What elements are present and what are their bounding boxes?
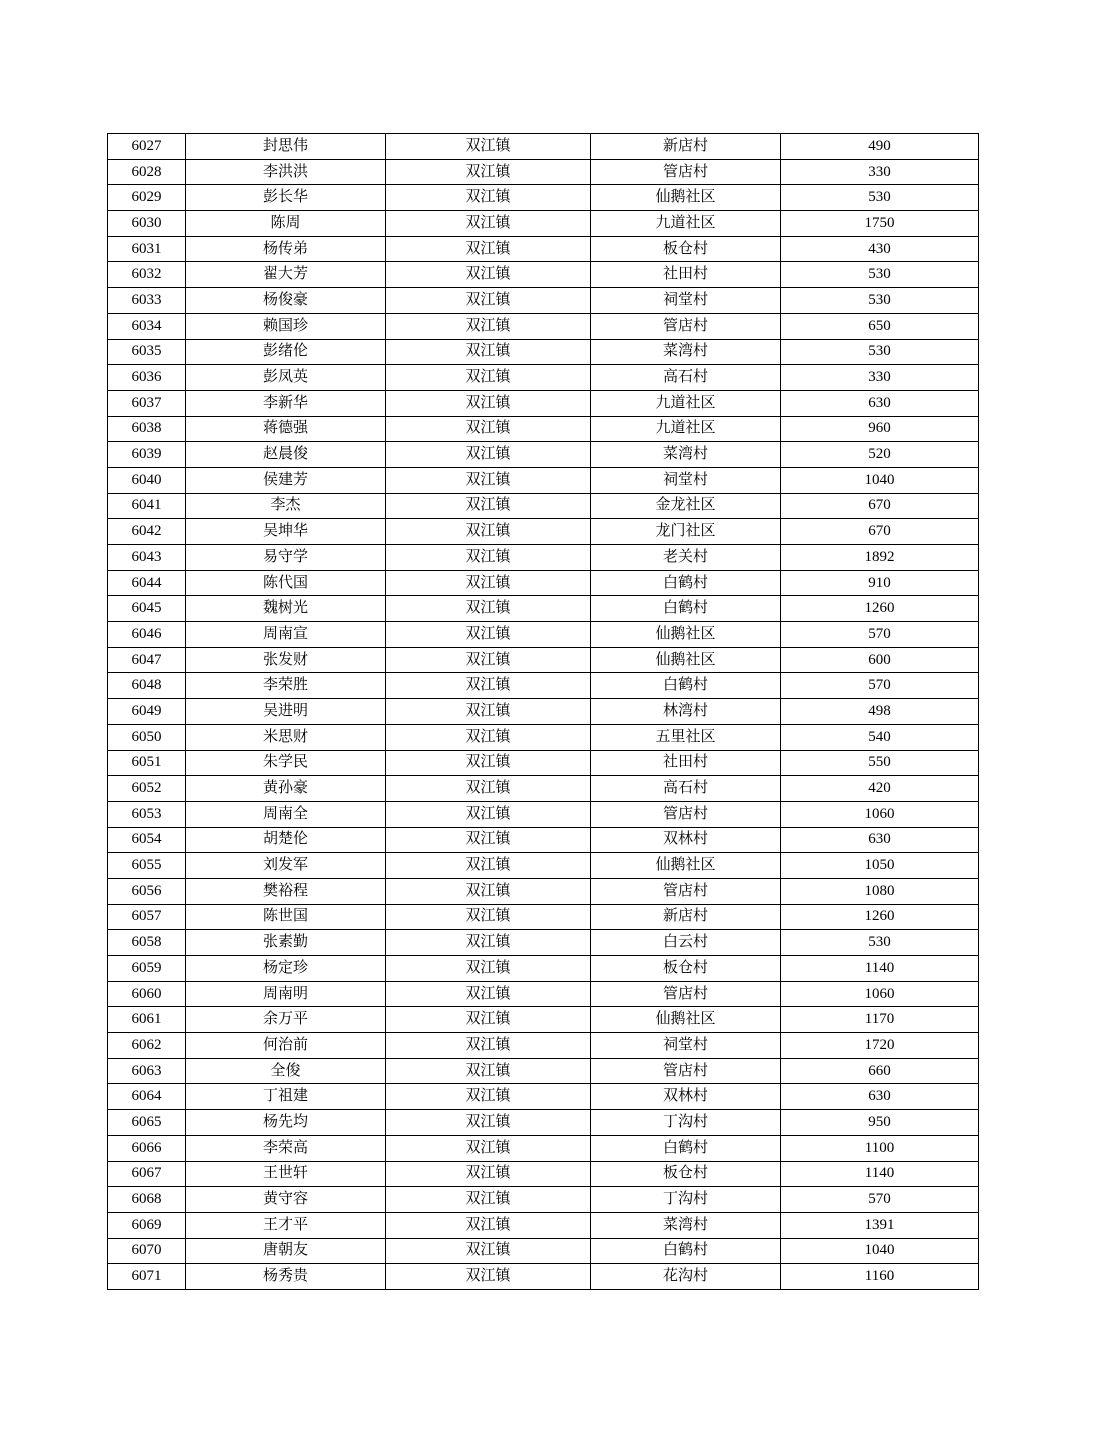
cell-town: 双江镇 xyxy=(386,339,591,365)
cell-town: 双江镇 xyxy=(386,776,591,802)
cell-town: 双江镇 xyxy=(386,519,591,545)
table-row xyxy=(108,288,979,314)
cell-id: 6057 xyxy=(108,904,186,930)
table-row xyxy=(108,1187,979,1213)
cell-town: 双江镇 xyxy=(386,1007,591,1033)
cell-id: 6028 xyxy=(108,159,186,185)
table-row xyxy=(108,467,979,493)
cell-id: 6040 xyxy=(108,467,186,493)
cell-town: 双江镇 xyxy=(386,313,591,339)
cell-name: 陈代国 xyxy=(186,570,386,596)
table-row xyxy=(108,1033,979,1059)
cell-village: 祠堂村 xyxy=(591,467,781,493)
cell-name: 易守学 xyxy=(186,545,386,571)
cell-town: 双江镇 xyxy=(386,442,591,468)
cell-name: 胡楚伦 xyxy=(186,827,386,853)
cell-village: 双林村 xyxy=(591,1084,781,1110)
cell-id: 6061 xyxy=(108,1007,186,1033)
cell-name: 翟大芳 xyxy=(186,262,386,288)
cell-name: 唐朝友 xyxy=(186,1238,386,1264)
cell-id: 6054 xyxy=(108,827,186,853)
cell-town: 双江镇 xyxy=(386,545,591,571)
cell-amount: 570 xyxy=(781,673,979,699)
cell-amount: 1260 xyxy=(781,596,979,622)
cell-amount: 630 xyxy=(781,1084,979,1110)
table-row xyxy=(108,416,979,442)
cell-name: 赖国珍 xyxy=(186,313,386,339)
cell-id: 6067 xyxy=(108,1161,186,1187)
cell-id: 6035 xyxy=(108,339,186,365)
table-row xyxy=(108,1212,979,1238)
cell-town: 双江镇 xyxy=(386,904,591,930)
table-row xyxy=(108,724,979,750)
cell-amount: 1160 xyxy=(781,1264,979,1290)
cell-village: 白云村 xyxy=(591,930,781,956)
cell-name: 朱学民 xyxy=(186,750,386,776)
cell-name: 彭绪伦 xyxy=(186,339,386,365)
cell-village: 五里社区 xyxy=(591,724,781,750)
cell-town: 双江镇 xyxy=(386,1161,591,1187)
cell-town: 双江镇 xyxy=(386,724,591,750)
cell-village: 管店村 xyxy=(591,159,781,185)
cell-name: 丁祖建 xyxy=(186,1084,386,1110)
cell-amount: 550 xyxy=(781,750,979,776)
cell-name: 余万平 xyxy=(186,1007,386,1033)
cell-id: 6066 xyxy=(108,1135,186,1161)
cell-town: 双江镇 xyxy=(386,1187,591,1213)
cell-id: 6069 xyxy=(108,1212,186,1238)
cell-id: 6060 xyxy=(108,981,186,1007)
cell-amount: 910 xyxy=(781,570,979,596)
cell-village: 仙鹅社区 xyxy=(591,185,781,211)
cell-amount: 530 xyxy=(781,339,979,365)
cell-village: 双林村 xyxy=(591,827,781,853)
cell-name: 樊裕程 xyxy=(186,878,386,904)
cell-village: 仙鹅社区 xyxy=(591,647,781,673)
cell-amount: 1040 xyxy=(781,1238,979,1264)
cell-village: 社田村 xyxy=(591,750,781,776)
cell-village: 菜湾村 xyxy=(591,1212,781,1238)
cell-id: 6052 xyxy=(108,776,186,802)
cell-town: 双江镇 xyxy=(386,853,591,879)
cell-village: 板仓村 xyxy=(591,1161,781,1187)
cell-amount: 1040 xyxy=(781,467,979,493)
cell-town: 双江镇 xyxy=(386,1238,591,1264)
table-row xyxy=(108,776,979,802)
cell-name: 吴坤华 xyxy=(186,519,386,545)
cell-id: 6039 xyxy=(108,442,186,468)
cell-amount: 1050 xyxy=(781,853,979,879)
cell-amount: 1140 xyxy=(781,956,979,982)
cell-town: 双江镇 xyxy=(386,467,591,493)
cell-name: 侯建芳 xyxy=(186,467,386,493)
table-row xyxy=(108,801,979,827)
table-row xyxy=(108,673,979,699)
cell-town: 双江镇 xyxy=(386,185,591,211)
cell-town: 双江镇 xyxy=(386,1135,591,1161)
cell-name: 吴进明 xyxy=(186,699,386,725)
cell-town: 双江镇 xyxy=(386,878,591,904)
table-row xyxy=(108,442,979,468)
cell-id: 6037 xyxy=(108,390,186,416)
cell-amount: 1080 xyxy=(781,878,979,904)
cell-amount: 530 xyxy=(781,262,979,288)
cell-name: 杨传弟 xyxy=(186,236,386,262)
cell-village: 管店村 xyxy=(591,801,781,827)
table-row xyxy=(108,1084,979,1110)
cell-id: 6030 xyxy=(108,211,186,237)
table-row xyxy=(108,211,979,237)
table-row xyxy=(108,519,979,545)
cell-id: 6059 xyxy=(108,956,186,982)
cell-id: 6045 xyxy=(108,596,186,622)
cell-village: 管店村 xyxy=(591,981,781,1007)
cell-town: 双江镇 xyxy=(386,596,591,622)
cell-town: 双江镇 xyxy=(386,981,591,1007)
table-row xyxy=(108,365,979,391)
cell-id: 6068 xyxy=(108,1187,186,1213)
table-row xyxy=(108,1238,979,1264)
cell-town: 双江镇 xyxy=(386,1058,591,1084)
cell-amount: 330 xyxy=(781,159,979,185)
cell-amount: 1391 xyxy=(781,1212,979,1238)
cell-town: 双江镇 xyxy=(386,1110,591,1136)
table-row xyxy=(108,570,979,596)
cell-amount: 630 xyxy=(781,827,979,853)
cell-id: 6046 xyxy=(108,622,186,648)
cell-amount: 1750 xyxy=(781,211,979,237)
cell-name: 蒋德强 xyxy=(186,416,386,442)
cell-id: 6043 xyxy=(108,545,186,571)
cell-village: 板仓村 xyxy=(591,236,781,262)
cell-amount: 530 xyxy=(781,930,979,956)
cell-town: 双江镇 xyxy=(386,622,591,648)
cell-amount: 670 xyxy=(781,493,979,519)
table-row xyxy=(108,647,979,673)
cell-village: 九道社区 xyxy=(591,416,781,442)
cell-name: 何治前 xyxy=(186,1033,386,1059)
cell-village: 仙鹅社区 xyxy=(591,622,781,648)
cell-amount: 1140 xyxy=(781,1161,979,1187)
cell-village: 菜湾村 xyxy=(591,339,781,365)
cell-id: 6042 xyxy=(108,519,186,545)
table-row xyxy=(108,1110,979,1136)
cell-name: 周南全 xyxy=(186,801,386,827)
cell-town: 双江镇 xyxy=(386,750,591,776)
cell-amount: 540 xyxy=(781,724,979,750)
cell-town: 双江镇 xyxy=(386,134,591,160)
table-row xyxy=(108,750,979,776)
cell-village: 花沟村 xyxy=(591,1264,781,1290)
cell-village: 白鹤村 xyxy=(591,1135,781,1161)
cell-village: 白鹤村 xyxy=(591,673,781,699)
cell-name: 周南明 xyxy=(186,981,386,1007)
table-row xyxy=(108,159,979,185)
cell-name: 黄守容 xyxy=(186,1187,386,1213)
cell-village: 高石村 xyxy=(591,365,781,391)
cell-town: 双江镇 xyxy=(386,1264,591,1290)
cell-village: 丁沟村 xyxy=(591,1187,781,1213)
cell-village: 高石村 xyxy=(591,776,781,802)
cell-amount: 520 xyxy=(781,442,979,468)
cell-town: 双江镇 xyxy=(386,493,591,519)
cell-village: 丁沟村 xyxy=(591,1110,781,1136)
cell-village: 管店村 xyxy=(591,313,781,339)
cell-village: 仙鹅社区 xyxy=(591,853,781,879)
cell-id: 6051 xyxy=(108,750,186,776)
cell-id: 6041 xyxy=(108,493,186,519)
cell-amount: 570 xyxy=(781,1187,979,1213)
table-row xyxy=(108,236,979,262)
table-row xyxy=(108,1058,979,1084)
cell-village: 社田村 xyxy=(591,262,781,288)
cell-village: 新店村 xyxy=(591,904,781,930)
cell-name: 王世轩 xyxy=(186,1161,386,1187)
cell-name: 陈世国 xyxy=(186,904,386,930)
cell-name: 李杰 xyxy=(186,493,386,519)
table-row xyxy=(108,1135,979,1161)
table-row xyxy=(108,827,979,853)
table-row xyxy=(108,185,979,211)
table-row xyxy=(108,956,979,982)
cell-town: 双江镇 xyxy=(386,211,591,237)
cell-town: 双江镇 xyxy=(386,390,591,416)
cell-id: 6055 xyxy=(108,853,186,879)
cell-amount: 650 xyxy=(781,313,979,339)
cell-village: 祠堂村 xyxy=(591,288,781,314)
cell-town: 双江镇 xyxy=(386,236,591,262)
cell-id: 6029 xyxy=(108,185,186,211)
cell-name: 李荣胜 xyxy=(186,673,386,699)
cell-town: 双江镇 xyxy=(386,1084,591,1110)
cell-village: 老关村 xyxy=(591,545,781,571)
cell-name: 封思伟 xyxy=(186,134,386,160)
cell-amount: 1720 xyxy=(781,1033,979,1059)
cell-id: 6048 xyxy=(108,673,186,699)
cell-town: 双江镇 xyxy=(386,159,591,185)
cell-town: 双江镇 xyxy=(386,416,591,442)
cell-amount: 1170 xyxy=(781,1007,979,1033)
cell-id: 6053 xyxy=(108,801,186,827)
table-row xyxy=(108,699,979,725)
cell-amount: 660 xyxy=(781,1058,979,1084)
cell-name: 米思财 xyxy=(186,724,386,750)
cell-name: 张发财 xyxy=(186,647,386,673)
cell-village: 金龙社区 xyxy=(591,493,781,519)
cell-id: 6063 xyxy=(108,1058,186,1084)
cell-name: 周南宣 xyxy=(186,622,386,648)
cell-amount: 1060 xyxy=(781,801,979,827)
cell-amount: 490 xyxy=(781,134,979,160)
cell-town: 双江镇 xyxy=(386,1212,591,1238)
cell-id: 6033 xyxy=(108,288,186,314)
cell-name: 李荣高 xyxy=(186,1135,386,1161)
table-row xyxy=(108,930,979,956)
table-row xyxy=(108,493,979,519)
cell-amount: 950 xyxy=(781,1110,979,1136)
cell-village: 管店村 xyxy=(591,1058,781,1084)
cell-amount: 600 xyxy=(781,647,979,673)
table-row xyxy=(108,1161,979,1187)
cell-amount: 530 xyxy=(781,288,979,314)
cell-id: 6031 xyxy=(108,236,186,262)
cell-amount: 570 xyxy=(781,622,979,648)
cell-amount: 1100 xyxy=(781,1135,979,1161)
cell-id: 6065 xyxy=(108,1110,186,1136)
table-row xyxy=(108,622,979,648)
cell-town: 双江镇 xyxy=(386,956,591,982)
cell-village: 林湾村 xyxy=(591,699,781,725)
cell-name: 彭凤英 xyxy=(186,365,386,391)
cell-id: 6062 xyxy=(108,1033,186,1059)
cell-town: 双江镇 xyxy=(386,647,591,673)
roster-table xyxy=(107,133,979,1290)
cell-amount: 1060 xyxy=(781,981,979,1007)
cell-id: 6038 xyxy=(108,416,186,442)
cell-village: 白鹤村 xyxy=(591,570,781,596)
cell-name: 魏树光 xyxy=(186,596,386,622)
cell-village: 白鹤村 xyxy=(591,596,781,622)
table-row xyxy=(108,878,979,904)
cell-id: 6044 xyxy=(108,570,186,596)
cell-amount: 498 xyxy=(781,699,979,725)
cell-name: 李新华 xyxy=(186,390,386,416)
cell-village: 祠堂村 xyxy=(591,1033,781,1059)
cell-amount: 960 xyxy=(781,416,979,442)
cell-name: 黄孙豪 xyxy=(186,776,386,802)
cell-town: 双江镇 xyxy=(386,570,591,596)
cell-name: 杨定珍 xyxy=(186,956,386,982)
cell-id: 6034 xyxy=(108,313,186,339)
cell-amount: 530 xyxy=(781,185,979,211)
table-row xyxy=(108,545,979,571)
table-row xyxy=(108,262,979,288)
cell-town: 双江镇 xyxy=(386,1033,591,1059)
cell-id: 6047 xyxy=(108,647,186,673)
table-row xyxy=(108,853,979,879)
table-row xyxy=(108,134,979,160)
cell-village: 仙鹅社区 xyxy=(591,1007,781,1033)
cell-name: 张素勤 xyxy=(186,930,386,956)
table-row xyxy=(108,981,979,1007)
cell-village: 白鹤村 xyxy=(591,1238,781,1264)
cell-id: 6064 xyxy=(108,1084,186,1110)
cell-id: 6032 xyxy=(108,262,186,288)
cell-village: 新店村 xyxy=(591,134,781,160)
cell-town: 双江镇 xyxy=(386,288,591,314)
cell-name: 王才平 xyxy=(186,1212,386,1238)
cell-town: 双江镇 xyxy=(386,673,591,699)
cell-name: 杨俊豪 xyxy=(186,288,386,314)
cell-village: 菜湾村 xyxy=(591,442,781,468)
cell-id: 6036 xyxy=(108,365,186,391)
cell-amount: 430 xyxy=(781,236,979,262)
cell-name: 全俊 xyxy=(186,1058,386,1084)
cell-name: 彭长华 xyxy=(186,185,386,211)
cell-town: 双江镇 xyxy=(386,801,591,827)
table-row xyxy=(108,1264,979,1290)
cell-name: 赵晨俊 xyxy=(186,442,386,468)
cell-amount: 330 xyxy=(781,365,979,391)
cell-village: 管店村 xyxy=(591,878,781,904)
table-row xyxy=(108,1007,979,1033)
cell-amount: 630 xyxy=(781,390,979,416)
cell-town: 双江镇 xyxy=(386,365,591,391)
cell-amount: 420 xyxy=(781,776,979,802)
cell-id: 6070 xyxy=(108,1238,186,1264)
cell-name: 李洪洪 xyxy=(186,159,386,185)
cell-id: 6058 xyxy=(108,930,186,956)
cell-village: 龙门社区 xyxy=(591,519,781,545)
cell-name: 杨先均 xyxy=(186,1110,386,1136)
cell-town: 双江镇 xyxy=(386,699,591,725)
cell-id: 6050 xyxy=(108,724,186,750)
cell-amount: 1260 xyxy=(781,904,979,930)
cell-name: 陈周 xyxy=(186,211,386,237)
cell-town: 双江镇 xyxy=(386,930,591,956)
table-row xyxy=(108,339,979,365)
cell-town: 双江镇 xyxy=(386,262,591,288)
cell-village: 板仓村 xyxy=(591,956,781,982)
cell-id: 6071 xyxy=(108,1264,186,1290)
cell-village: 九道社区 xyxy=(591,211,781,237)
table-body xyxy=(108,134,979,1290)
cell-amount: 1892 xyxy=(781,545,979,571)
cell-village: 九道社区 xyxy=(591,390,781,416)
table-row xyxy=(108,390,979,416)
table-row xyxy=(108,313,979,339)
cell-id: 6056 xyxy=(108,878,186,904)
cell-id: 6049 xyxy=(108,699,186,725)
cell-amount: 670 xyxy=(781,519,979,545)
table-row xyxy=(108,904,979,930)
cell-id: 6027 xyxy=(108,134,186,160)
table-row xyxy=(108,596,979,622)
cell-name: 杨秀贵 xyxy=(186,1264,386,1290)
cell-name: 刘发军 xyxy=(186,853,386,879)
cell-town: 双江镇 xyxy=(386,827,591,853)
